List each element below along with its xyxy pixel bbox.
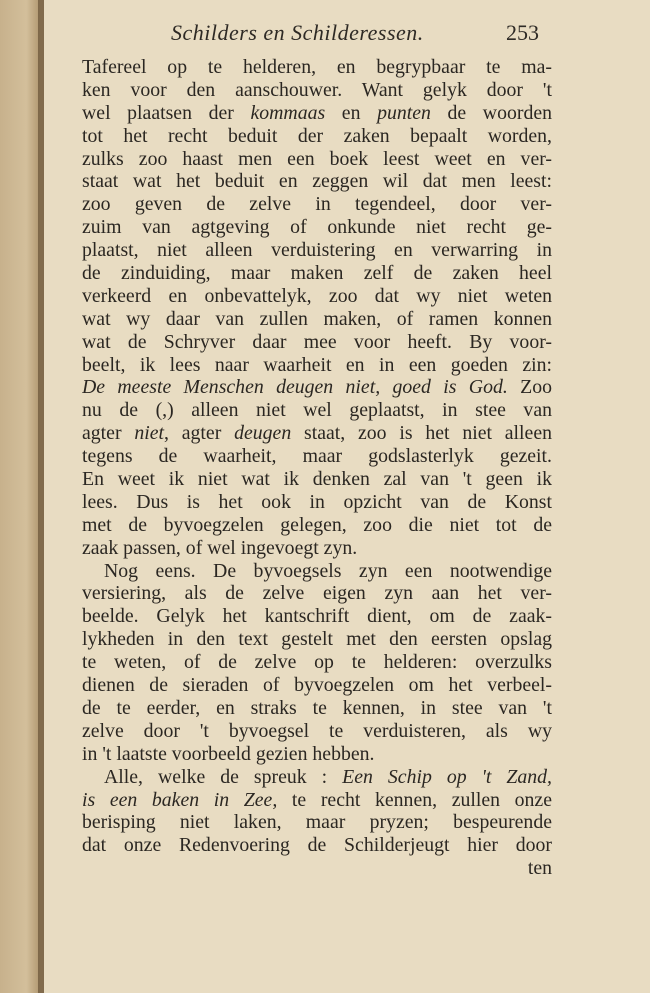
italic-text: is een baken in Zee, [82, 788, 278, 811]
text-line [82, 308, 552, 331]
body-text [82, 56, 552, 880]
text-segment: zoo geven de zelve in tegendeel, door ver- [82, 193, 552, 216]
italic-text: deugen [234, 422, 292, 445]
text-line [82, 170, 552, 193]
italic-text: kommaas [250, 101, 326, 124]
italic-text: Een Schip op 't Zand, [342, 765, 552, 788]
text-segment: wel plaatsen der [82, 101, 251, 124]
text-line [82, 102, 552, 125]
text-segment: de woorden [430, 101, 552, 124]
text-segment: Tafereel op te helderen, en begrypbaar te ma- [82, 56, 552, 78]
text-segment: de te eerder, en straks te kennen, in stee van 't [82, 696, 552, 719]
text-segment: staat wat het beduit en zeggen wil dat men leest: [82, 170, 552, 193]
text-segment: plaatst, niet alleen verduistering en verwarring in [82, 239, 552, 262]
text-segment: beelt, ik lees naar waarheit en in een goeden zin: [82, 353, 552, 376]
text-line [82, 537, 552, 560]
text-segment: tegens de waarheit, maar godslasterlyk gezeit. [82, 445, 552, 468]
text-line [82, 399, 552, 422]
text-segment: berisping niet laken, maar pryzen; bespeurende [82, 811, 552, 834]
text-segment: in 't laatste voorbeeld gezien hebben. [82, 742, 375, 765]
book-page [44, 0, 650, 993]
text-line [82, 628, 552, 651]
text-segment: staat, zoo is het niet alleen [291, 422, 552, 445]
text-segment: nu de (,) alleen niet wel geplaatst, in stee van [82, 399, 552, 422]
text-segment: verkeerd en onbevattelyk, zoo dat wy niet weten [82, 284, 552, 307]
text-line [82, 720, 552, 743]
page-header [44, 14, 650, 46]
catchword [82, 857, 552, 880]
italic-text: punten [377, 101, 431, 124]
text-line [82, 354, 552, 377]
text-line [82, 468, 552, 491]
text-line [82, 331, 552, 354]
italic-text: De meeste Menschen deugen niet, goed is God. [82, 376, 508, 399]
text-segment: versiering, als de zelve eigen zyn aan het ver- [82, 582, 552, 605]
text-segment: ken voor den aanschouwer. Want gelyk door 't [82, 78, 552, 101]
text-line [82, 285, 552, 308]
text-line [82, 422, 552, 445]
text-line [82, 514, 552, 537]
text-line [82, 560, 552, 583]
text-segment: te weten, of de zelve op te helderen: overzulks [82, 651, 552, 674]
text-segment: te recht kennen, zullen onze [277, 788, 552, 811]
text-line [82, 743, 552, 766]
text-segment: dienen de sieraden of byvoegzelen om het verbeel- [82, 674, 552, 697]
text-line [82, 216, 552, 239]
text-line [82, 605, 552, 628]
text-segment: ten [527, 857, 552, 880]
text-line [82, 789, 552, 812]
text-line [82, 56, 552, 79]
text-segment: zaak passen, of wel ingevoegt zyn. [82, 536, 358, 559]
text-segment: lykheden in den text gestelt met den eersten opslag [82, 628, 552, 651]
text-segment: En weet ik niet wat ik denken zal van 't geen ik [82, 468, 552, 491]
text-line [82, 376, 552, 399]
text-segment: Nog eens. De byvoegsels zyn een nootwendige [104, 559, 552, 582]
text-line [82, 766, 552, 789]
text-line [82, 582, 552, 605]
page-number: 253 [506, 20, 539, 45]
text-line [82, 674, 552, 697]
text-segment: zelve door 't byvoegsel te verduisteren, als wy [82, 719, 552, 742]
text-line [82, 79, 552, 102]
text-line [82, 445, 552, 468]
text-segment: de zinduiding, maar maken zelf de zaken heel [82, 262, 552, 285]
text-line [82, 262, 552, 285]
text-segment: met de byvoegzelen gelegen, zoo die niet tot de [82, 513, 552, 536]
text-line [82, 193, 552, 216]
text-segment: dat onze Redenvoering de Schilderjeugt hier door [82, 834, 552, 857]
text-line [82, 125, 552, 148]
running-head: Schilders en Schilderessen. [171, 20, 424, 45]
text-segment: agter [82, 422, 135, 445]
italic-text: niet [134, 422, 165, 445]
text-line [82, 239, 552, 262]
text-segment: tot het recht beduit der zaken bepaalt worden, [82, 124, 552, 147]
text-line [82, 148, 552, 171]
text-line [82, 811, 552, 834]
text-line [82, 651, 552, 674]
text-line [82, 834, 552, 857]
text-segment: wat de Schryver daar mee voor heeft. By voor- [82, 330, 552, 353]
text-segment: en [325, 101, 378, 124]
text-segment: beelde. Gelyk het kantschrift dient, om de zaak- [82, 605, 552, 628]
text-segment: zuim van agtgeving of onkunde niet recht ge- [82, 216, 552, 239]
text-segment: Zoo [507, 376, 552, 399]
text-line [82, 697, 552, 720]
text-segment: wat wy daar van zullen maken, of ramen konnen [82, 307, 552, 330]
text-segment: Alle, welke de spreuk : [104, 765, 343, 788]
text-segment: , agter [164, 422, 235, 445]
text-segment: lees. Dus is het ook in opzicht van de Konst [82, 490, 552, 513]
text-segment: zulks zoo haast men een boek leest weet en ver- [82, 147, 552, 170]
text-line [82, 491, 552, 514]
